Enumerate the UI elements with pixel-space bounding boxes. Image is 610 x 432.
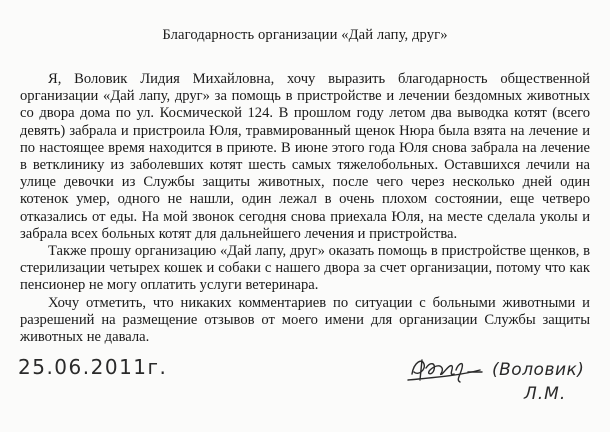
paragraph-3: Хочу отметить, что никаких комментариев по ситуации с больными животными и разрешений на размещение отзывов от моего имени для организации Службы защиты животных не давала. [20, 294, 590, 346]
handwritten-date: 25.06.2011г. [18, 355, 168, 379]
paragraph-1: Я, Воловик Лидия Михайловна, хочу выразить благодарность общественной организации «Дай лапу, друг» за помощь в пристройстве и лечении бездомных животных со двора дома по ул. Космической 124. В прошлом году летом два выводка котят (всего девять) забрала и пристроила Юля, травмированный щенок Нюра была взята на лечение и по настоящее время находится в приюте. В июне этого года Юля снова забрала на лечение в ветклинику из заболевших котят шесть самых тяжелобольных. Оставшихся лечили на улице девочки из Службы защиты животных, после чего через несколько дней один котенок умер, одного не нашли, один лежал в очень плохом состоянии, еще четверо отказались от еды. На мой звонок сегодня снова приехала Юля, на месте сделала уколы и забрала всех больных котят для дальнейшего лечения и пристройства. [20, 71, 590, 242]
paragraph-2: Также прошу организацию «Дай лапу, друг» оказать помощь в пристройстве щенков, в стерилизации четырех кошек и собаки с нашего двора за счет организации, потому что как пенсионер не могу оплатить услуги ветеринара. [20, 243, 590, 294]
signature-scribble [398, 350, 488, 395]
document-title: Благодарность организации «Дай лапу, друг» [162, 27, 448, 43]
signature-surname: (Воловик) [492, 360, 585, 380]
letter-body [20, 71, 590, 346]
signature-initials: Л.М. [524, 384, 567, 404]
